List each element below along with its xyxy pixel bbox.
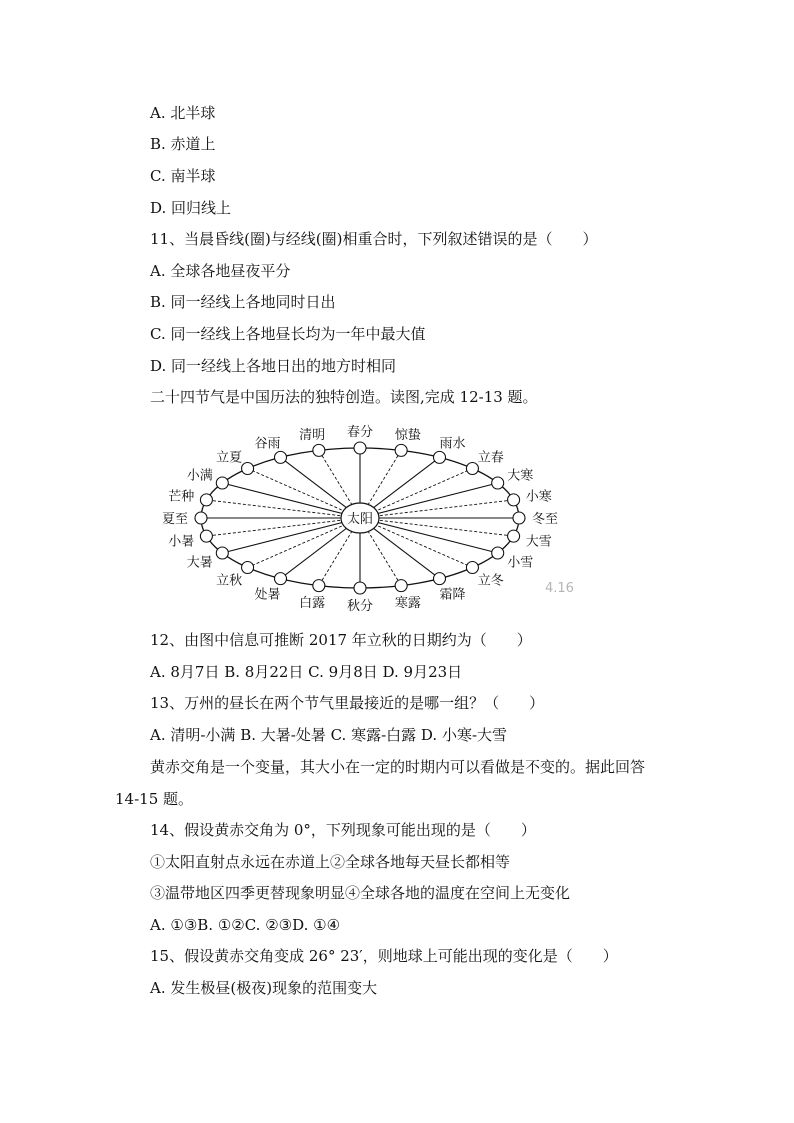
intro-14-15-line2: 14-15 题。	[115, 790, 194, 808]
term-node	[466, 463, 478, 475]
q10-option-c: C. 南半球	[150, 167, 216, 185]
term-label: 雨水	[439, 436, 466, 452]
spoke-line	[222, 483, 360, 518]
term-label: 小雪	[507, 555, 534, 571]
term-node	[466, 561, 478, 573]
q10-option-d: D. 回归线上	[150, 199, 232, 217]
term-label: 大雪	[525, 534, 552, 550]
term-node	[434, 573, 446, 585]
q14-statements-1: ①太阳直射点永远在赤道上②全球各地每天昼长都相等	[150, 853, 511, 871]
term-node	[200, 494, 212, 506]
term-node	[195, 512, 207, 524]
term-label: 立秋	[216, 573, 243, 589]
spoke-line	[206, 518, 360, 536]
term-label: 立春	[477, 450, 504, 466]
q12-options: A. 8月7日 B. 8月22日 C. 9月8日 D. 9月23日	[150, 663, 463, 681]
term-node	[216, 477, 228, 489]
q11-option-a: A. 全球各地昼夜平分	[150, 262, 291, 280]
term-node	[242, 463, 254, 475]
term-label: 小寒	[525, 489, 552, 505]
q11-option-b: B. 同一经线上各地同时日出	[150, 293, 336, 311]
spoke-line	[360, 518, 514, 536]
q12-stem: 12、由图中信息可推断 2017 年立秋的日期约为（ ）	[150, 631, 532, 649]
spoke-line	[360, 518, 498, 553]
term-node	[275, 573, 287, 585]
spoke-line	[360, 500, 514, 518]
term-label: 惊蛰	[394, 427, 421, 443]
term-node	[395, 580, 407, 592]
q13-options: A. 清明-小满 B. 大暑-处暑 C. 寒露-白露 D. 小寒-大雪	[150, 726, 508, 744]
term-label: 芒种	[168, 489, 195, 505]
term-label: 清明	[299, 427, 326, 443]
intro-12-13: 二十四节气是中国历法的独特创造。读图,完成 12-13 题。	[150, 388, 538, 406]
term-label: 小暑	[168, 534, 195, 550]
term-label: 大暑	[186, 555, 213, 571]
term-label: 处暑	[254, 587, 281, 603]
q15-option-a: A. 发生极昼(极夜)现象的范围变大	[150, 979, 378, 997]
term-label: 谷雨	[254, 436, 281, 452]
term-label: 立冬	[477, 573, 504, 589]
q10-option-a: A. 北半球	[150, 104, 216, 122]
term-node	[354, 582, 366, 594]
term-node	[492, 547, 504, 559]
q11-option-c: C. 同一经线上各地昼长均为一年中最大值	[150, 325, 426, 343]
term-node	[313, 444, 325, 456]
q11-option-d: D. 同一经线上各地日出的地方时相同	[150, 357, 397, 375]
term-node	[508, 494, 520, 506]
term-node	[216, 547, 228, 559]
q14-statements-2: ③温带地区四季更替现象明显④全球各地的温度在空间上无变化	[150, 884, 571, 902]
term-node	[313, 580, 325, 592]
q10-option-b: B. 赤道上	[150, 135, 216, 153]
term-label: 寒露	[394, 596, 421, 612]
stamp-mark: 4.16	[545, 581, 574, 596]
term-node	[434, 451, 446, 463]
term-label: 小满	[186, 468, 213, 484]
term-label: 夏至	[161, 512, 189, 527]
term-node	[492, 477, 504, 489]
q11-stem: 11、当晨昏线(圈)与经线(圈)相重合时，下列叙述错误的是（ ）	[150, 230, 598, 248]
term-node	[395, 444, 407, 456]
term-node	[200, 530, 212, 542]
term-node	[275, 451, 287, 463]
spoke-line	[222, 518, 360, 553]
q14-options: A. ①③B. ①②C. ②③D. ①④	[150, 916, 341, 934]
q13-stem: 13、万州的昼长在两个节气里最接近的是哪一组？（ ）	[150, 694, 545, 712]
term-node	[508, 530, 520, 542]
term-node	[513, 512, 525, 524]
term-label: 立夏	[216, 450, 243, 466]
term-label: 秋分	[346, 599, 374, 614]
term-label: 霜降	[439, 587, 466, 603]
solar-terms-diagram	[160, 415, 580, 620]
term-node	[354, 442, 366, 454]
term-label: 大寒	[507, 468, 534, 484]
term-label: 白露	[299, 596, 326, 612]
q14-stem: 14、假设黄赤交角为 0°，下列现象可能出现的是（ ）	[150, 821, 536, 839]
sun-label: 太阳	[346, 512, 374, 527]
spoke-line	[206, 500, 360, 518]
q15-stem: 15、假设黄赤交角变成 26° 23′，则地球上可能出现的变化是（ ）	[150, 947, 618, 965]
term-node	[242, 561, 254, 573]
intro-14-15-line1: 黄赤交角是一个变量，其大小在一定的时期内可以看做是不变的。据此回答	[150, 758, 646, 776]
term-label: 冬至	[531, 512, 559, 527]
term-label: 春分	[346, 425, 374, 440]
spoke-line	[360, 483, 498, 518]
